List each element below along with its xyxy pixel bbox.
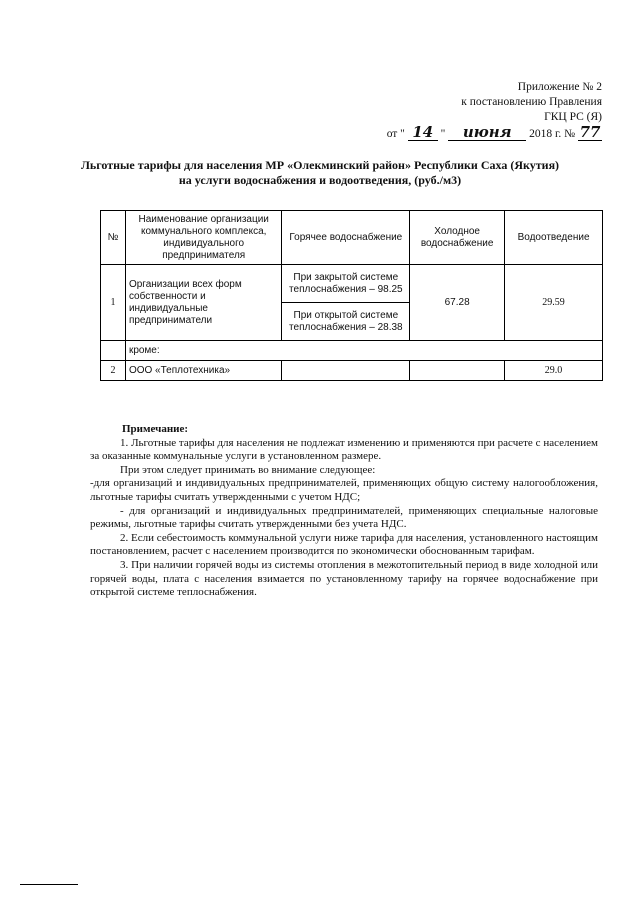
- notes-section: [90, 423, 598, 600]
- date-number-line: [387, 125, 602, 142]
- date-quote-close: ": [440, 128, 446, 140]
- row-organization: Организации всех форм собственности и индивидуальные предприниматели: [125, 265, 282, 341]
- date-prefix: от ": [386, 128, 405, 140]
- row-organization: ООО «Теплотехника»: [125, 361, 282, 381]
- empty-cell: [410, 361, 505, 381]
- note-paragraph: - для организаций и индивидуальных предпринимателей, применяющих специальные налоговые режимы, льготные тарифы считать утвержденными без учета НДС.: [90, 504, 598, 531]
- table-row: [101, 265, 603, 303]
- empty-cell: [101, 341, 126, 361]
- handwritten-number: 77: [579, 123, 601, 141]
- table-row: [101, 361, 603, 381]
- table-header-row: [101, 211, 603, 265]
- row-number: 1: [101, 265, 126, 341]
- document-header: [387, 80, 602, 142]
- note-paragraph: 2. Если себестоимость коммунальной услуги ниже тарифа для населения, установленного настоящим постановлением, расчет с населением производится по экономически обоснованным тарифам.: [90, 531, 598, 558]
- title-line-2: на услуги водоснабжения и водоотведения, (руб./м3): [178, 173, 462, 187]
- handwritten-day: 14: [408, 125, 438, 141]
- hot-water-open-system: При открытой системе теплоснабжения – 28.38: [282, 303, 410, 341]
- resolution-reference: к постановлению Правления: [461, 96, 602, 108]
- appendix-label: Приложение № 2: [517, 81, 602, 93]
- except-label: кроме:: [125, 341, 602, 361]
- tariff-table: [100, 210, 603, 381]
- hot-water-closed-system: При закрытой системе теплоснабжения – 98.25: [282, 265, 410, 303]
- empty-cell: [282, 361, 410, 381]
- header-organization: Наименование организации коммунального комплекса, индивидуального предпринимателя: [125, 211, 282, 265]
- header-number: №: [101, 211, 126, 265]
- header-cold-water: Холодное водоснабжение: [410, 211, 505, 265]
- year-and-number-prefix: 2018 г. №: [529, 128, 576, 140]
- issuer-name: ГКЦ РС (Я): [544, 111, 602, 123]
- note-paragraph: 1. Льготные тарифы для населения не подлежат изменению и применяются при расчете с населением за оказанные коммунальные услуги в установленном размере.: [90, 436, 598, 463]
- cold-water-value: 67.28: [410, 265, 505, 341]
- wastewater-value: 29.0: [505, 361, 603, 381]
- wastewater-value: 29.59: [505, 265, 603, 341]
- notes-heading: Примечание:: [122, 423, 189, 435]
- row-number: 2: [101, 361, 126, 381]
- note-paragraph: При этом следует принимать во внимание следующее:: [120, 463, 376, 476]
- header-hot-water: Горячее водоснабжение: [282, 211, 410, 265]
- header-wastewater: Водоотведение: [505, 211, 603, 265]
- note-paragraph: -для организаций и индивидуальных предпринимателей, применяющих общую систему налогообложения, льготные тарифы считать утвержденными с учетом НДС;: [90, 477, 598, 503]
- title-line-1: Льготные тарифы для населения МР «Олекминский район» Республики Саха (Якутия): [80, 158, 560, 172]
- note-paragraph: 3. При наличии горячей воды из системы отопления в межотопительный период в виде холодной или горячей воды, плата с населения взимается по установленному тарифу на горячее водоснабжение при открытой системе теплоснабжения.: [90, 558, 598, 599]
- document-title: [0, 158, 640, 188]
- handwritten-month: июня: [448, 125, 526, 141]
- footer-divider: [20, 884, 78, 885]
- table-row-except: [101, 341, 603, 361]
